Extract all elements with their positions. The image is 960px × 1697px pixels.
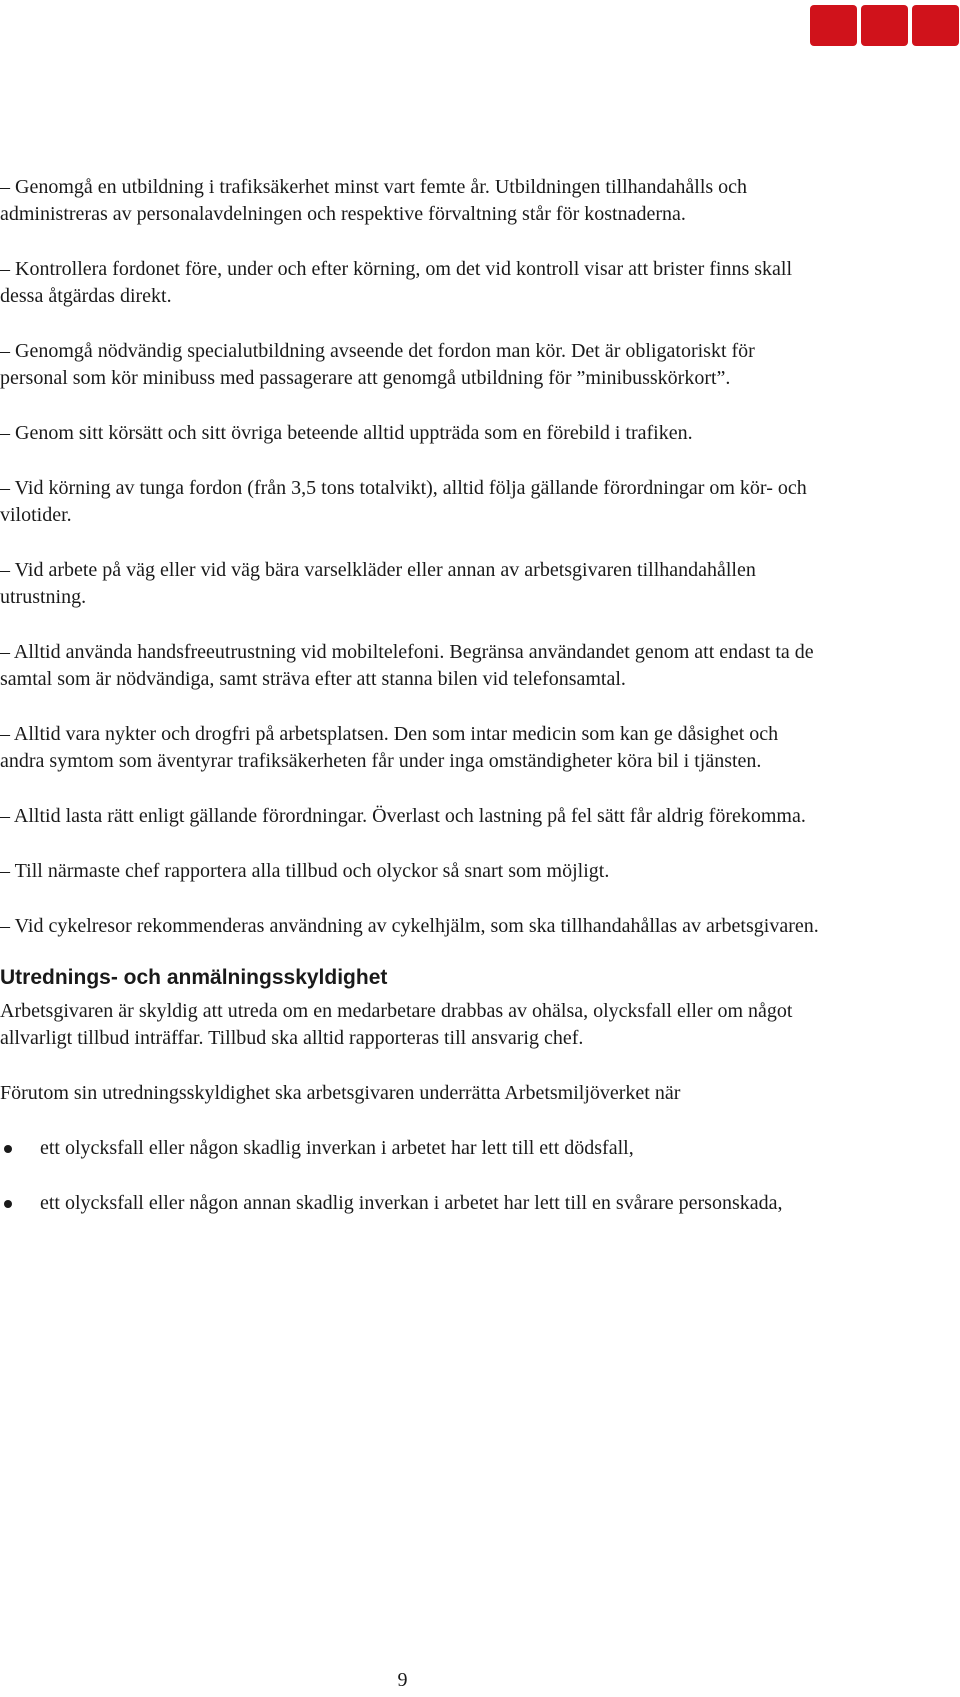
section-paragraph: Arbetsgivaren är skyldig att utreda om en medarbetare drabbas av ohälsa, olycksfall eller om något allvarligt tillbud inträffar. Tillbud ska alltid rapporteras till ansvarig chef. xyxy=(0,1000,793,1049)
dash-item: – Vid arbete på väg eller vid väg bära varselkläder eller annan av arbetsgivaren tillhandahållen utrustning. xyxy=(0,559,756,608)
dash-item: – Alltid lasta rätt enligt gällande förordningar. Överlast och lastning på fel sätt får aldrig förekomma. xyxy=(0,805,806,827)
dash-item: – Alltid vara nykter och drogfri på arbetsplatsen. Den som intar medicin som kan ge dåsighet och andra symtom som äventyrar trafiksäkerheten får under inga omständigheter köra bil i tjänsten. xyxy=(0,723,779,772)
section-paragraph: Förutom sin utredningsskyldighet ska arbetsgivaren underrätta Arbetsmiljöverket när xyxy=(0,1082,681,1104)
logo xyxy=(810,5,959,46)
bullet-text: ett olycksfall eller någon skadlig inverkan i arbetet har lett till ett dödsfall, xyxy=(40,1137,634,1159)
document-body xyxy=(0,174,820,1217)
bullet-icon xyxy=(4,1200,12,1208)
dash-item: – Vid körning av tunga fordon (från 3,5 tons totalvikt), alltid följa gällande förordningar om kör- och vilotider. xyxy=(0,477,807,526)
page-number: 9 xyxy=(397,1669,408,1691)
logo-square xyxy=(810,5,857,46)
logo-square xyxy=(861,5,908,46)
bullet-text: ett olycksfall eller någon annan skadlig inverkan i arbetet har lett till en svårare personskada, xyxy=(40,1192,783,1214)
dash-item: – Kontrollera fordonet före, under och efter körning, om det vid kontroll visar att brister finns skall dessa åtgärdas direkt. xyxy=(0,258,793,307)
dash-item: – Vid cykelresor rekommenderas användning av cykelhjälm, som ska tillhandahållas av arbetsgivaren. xyxy=(0,915,819,937)
dash-item: – Genomgå en utbildning i trafiksäkerhet minst vart femte år. Utbildningen tillhandahålls och administreras av personalavdelningen och respektive förvaltning står för kostnaderna. xyxy=(0,176,748,225)
bullet-item xyxy=(0,1190,820,1217)
dash-item: – Genomgå nödvändig specialutbildning avseende det fordon man kör. Det är obligatoriskt för personal som kör minibuss med passagerare att genomgå utbildning för ”minibusskörkort”. xyxy=(0,340,755,389)
section-heading: Utrednings- och anmälningsskyldighet xyxy=(0,966,388,989)
bullet-item xyxy=(0,1135,820,1162)
logo-square xyxy=(912,5,959,46)
dash-item: – Genom sitt körsätt och sitt övriga beteende alltid uppträda som en förebild i trafiken. xyxy=(0,422,693,444)
dash-item: – Alltid använda handsfreeutrustning vid mobiltelefoni. Begränsa användandet genom att endast ta de samtal som är nödvändiga, samt sträva efter att stanna bilen vid telefonsamtal. xyxy=(0,641,814,690)
bullet-icon xyxy=(4,1145,12,1153)
dash-item: – Till närmaste chef rapportera alla tillbud och olyckor så snart som möjligt. xyxy=(0,860,610,882)
